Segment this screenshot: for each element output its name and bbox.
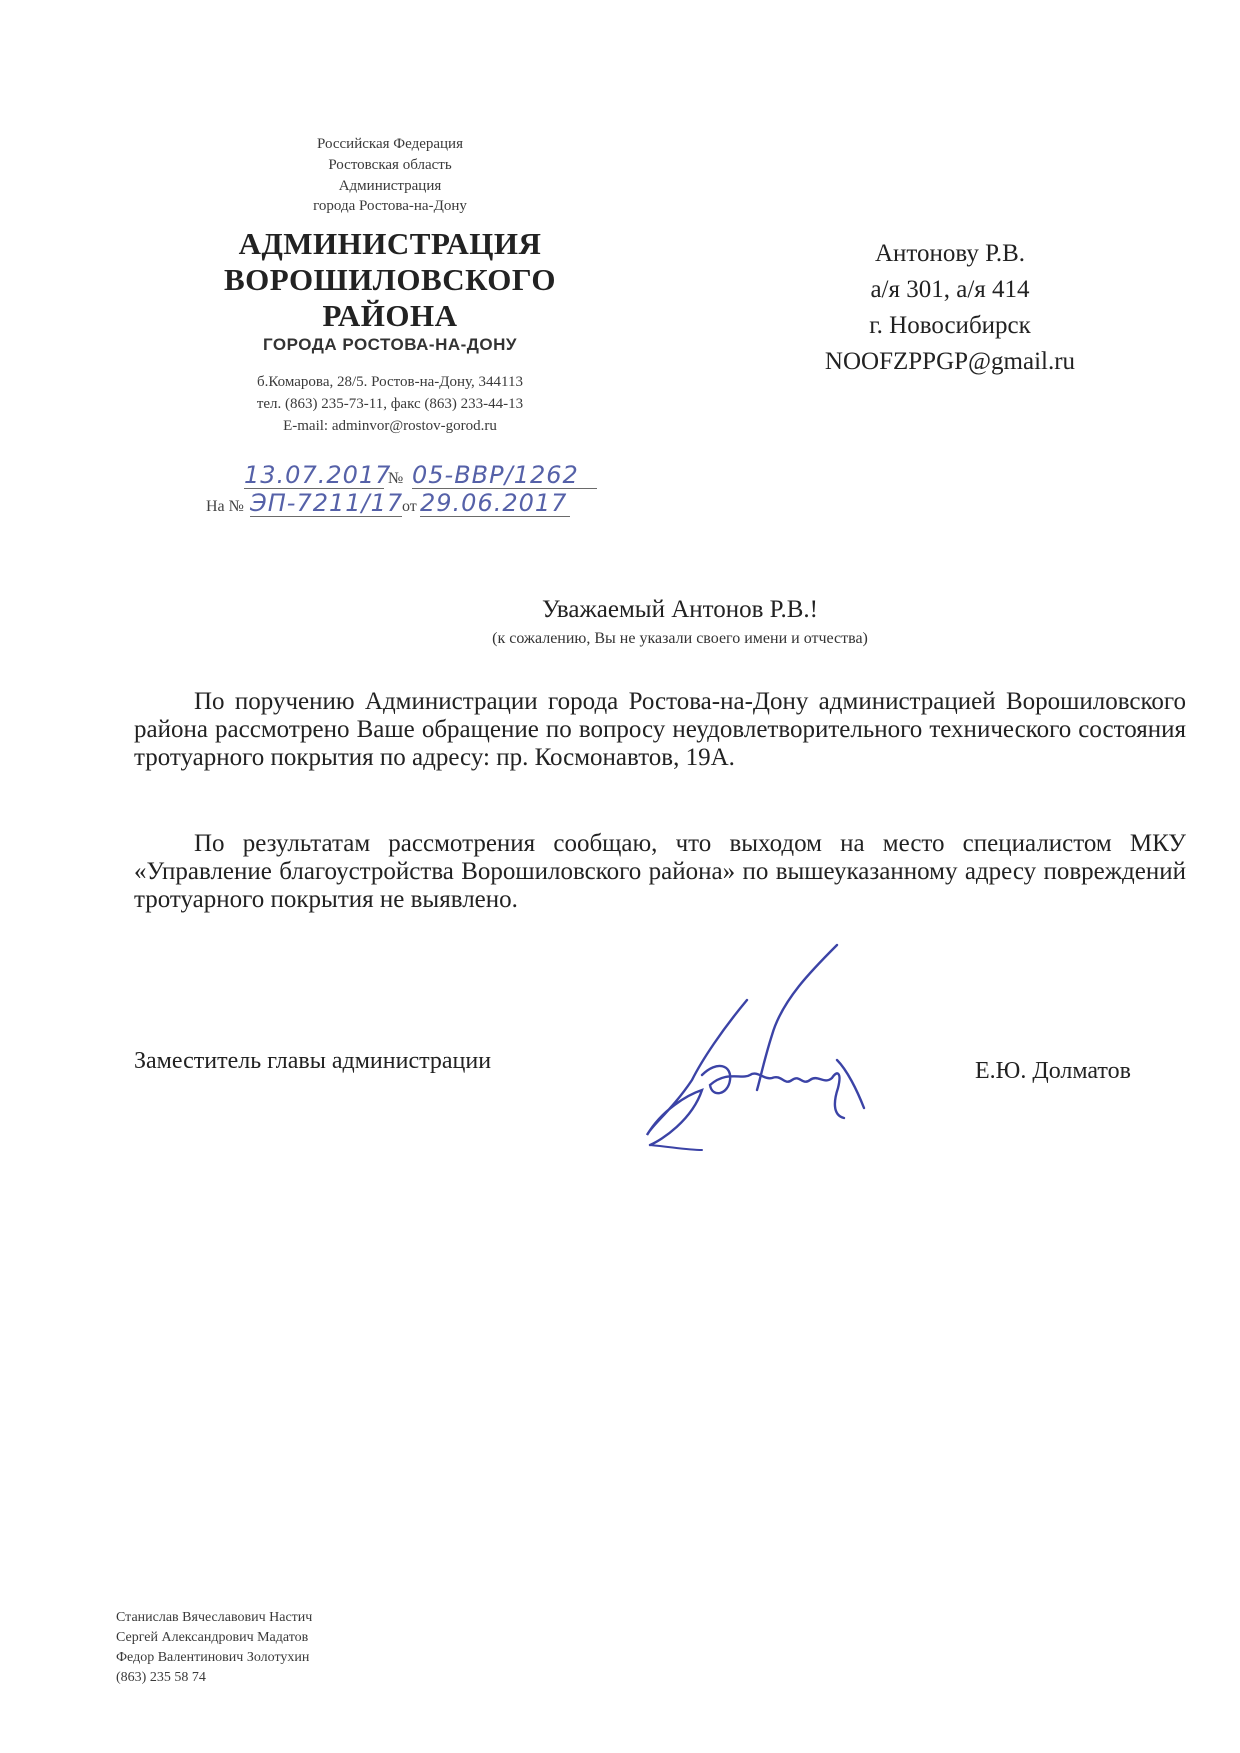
letterhead-administration: Администрация: [338, 178, 442, 194]
letterhead-country: Российская Федерация: [317, 136, 463, 152]
letterhead-title-line-1: АДМИНИСТРАЦИЯ: [238, 226, 542, 261]
letterhead-title-line-3: РАЙОНА: [322, 298, 458, 333]
reply-from-label: от: [402, 498, 417, 515]
addressee-po-box: а/я 301, а/я 414: [870, 276, 1030, 303]
body-paragraph-1: По поручению Администрации города Ростова-на-Дону администрацией Ворошиловского района рассмотрено Ваше обращение по вопросу неудовлетворительного технического состояния тротуарного покрытия по адресу: пр. Космонавтов, 19А.: [134, 688, 1186, 771]
salutation-note: (к сожалению, Вы не указали своего имени и отчества): [492, 630, 868, 647]
signatory-name: Е.Ю. Долматов: [975, 1058, 1131, 1084]
addressee-email: NOOFZPPGP@gmail.ru: [824, 348, 1076, 375]
reply-number-label: На №: [206, 498, 244, 515]
executor-2: Сергей Александрович Мадатов: [116, 1630, 309, 1645]
letterhead-city-admin: города Ростова-на-Дону: [313, 198, 467, 214]
letterhead-title-line-2: ВОРОШИЛОВСКОГО: [224, 262, 556, 297]
letterhead-email: E-mail: adminvor@rostov-gorod.ru: [283, 418, 497, 434]
salutation: Уважаемый Антонов Р.В.!: [542, 596, 818, 623]
outgoing-number: 05-ВВР/1262: [412, 462, 597, 489]
outgoing-date: 13.07.2017: [244, 461, 392, 489]
letterhead-city: ГОРОДА РОСТОВА-НА-ДОНУ: [262, 335, 517, 354]
addressee-city: г. Новосибирск: [869, 312, 1031, 339]
letterhead-address: б.Комарова, 28/5. Ростов-на-Дону, 344113: [257, 374, 523, 390]
executor-phone: (863) 235 58 74: [116, 1670, 206, 1685]
body-paragraph-2: По результатам рассмотрения сообщаю, что выходом на место специалистом МКУ «Управление благоустройства Ворошиловского района» по вышеуказанному адресу повреждений тротуарного покрытия не выявлено.: [134, 830, 1186, 913]
outgoing-number-label: №: [388, 470, 404, 487]
executor-3: Федор Валентинович Золотухин: [116, 1650, 310, 1665]
addressee-name: Антонову Р.В.: [874, 240, 1026, 267]
signatory-position: Заместитель главы администрации: [134, 1048, 492, 1074]
letterhead-region: Ростовская область: [328, 157, 452, 173]
reply-date: 29.06.2017: [420, 490, 570, 517]
handwritten-signature: [632, 940, 922, 1160]
letterhead-phone: тел. (863) 235-73-11, факс (863) 233-44-13: [256, 396, 524, 412]
executor-1: Станислав Вячеславович Настич: [116, 1610, 313, 1625]
reply-number: ЭП-7211/17: [250, 489, 404, 517]
